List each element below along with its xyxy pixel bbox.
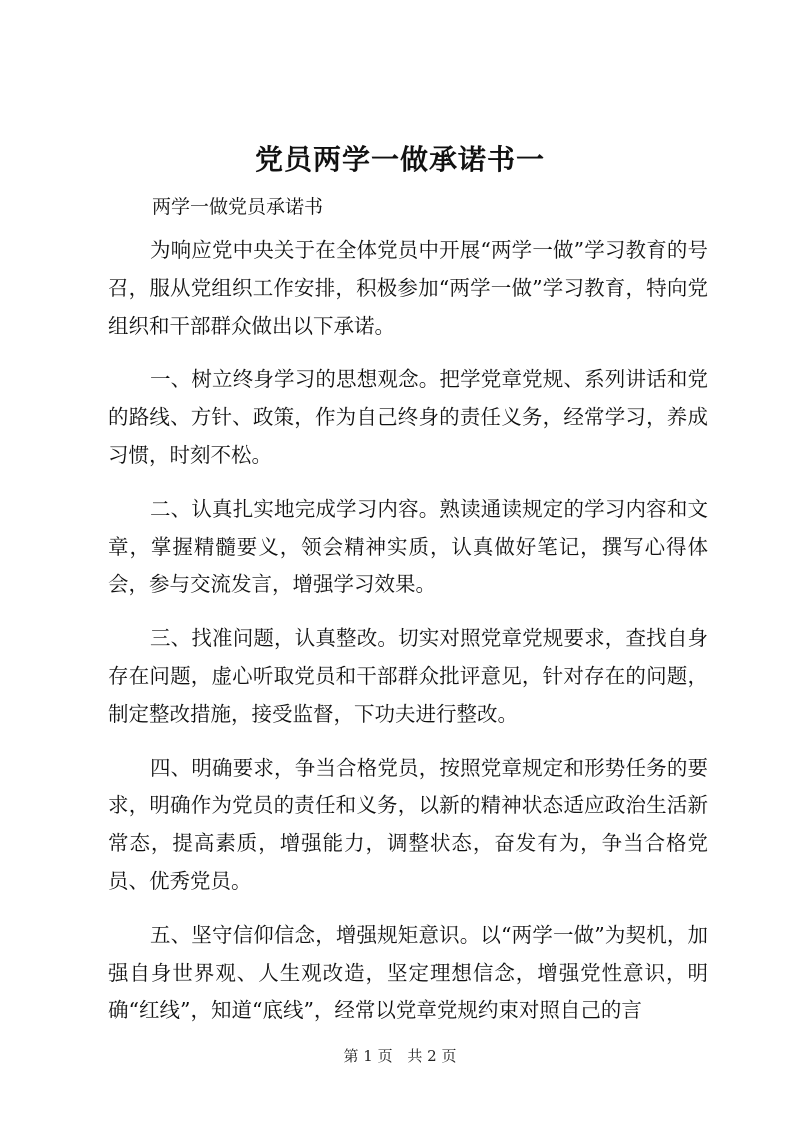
document-subtitle: 两学一做党员承诺书	[152, 196, 324, 218]
page-footer	[0, 1045, 800, 1066]
paragraph-item-5: 五、坚守信仰信念，增强规矩意识。以“两学一做”为契机，加强自身世界观、人生观改造，坚定理想信念，增强党性意识，明确“红线”，知道“底线”，经常以党章党规约束对照自己的言	[108, 922, 708, 1023]
paragraph-intro: 为响应党中央关于在全体党员中开展“两学一做”学习教育的号召，服从党组织工作安排，积极参加“两学一做”学习教育，特向党组织和干部群众做出以下承诺。	[108, 238, 708, 338]
page-number: 第 1 页	[343, 1047, 393, 1065]
page-total: 共 2 页	[407, 1047, 457, 1065]
paragraph-item-3: 三、找准问题，认真整改。切实对照党章党规要求，查找自身存在问题，虚心听取党员和干部群众批评意见，针对存在的问题，制定整改措施，接受监督，下功夫进行整改。	[108, 626, 708, 726]
document-title: 党员两学一做承诺书一	[254, 143, 545, 176]
paragraph-item-4: 四、明确要求，争当合格党员，按照党章规定和形势任务的要求，明确作为党员的责任和义务，以新的精神状态适应政治生活新常态，提高素质，增强能力，调整状态，奋发有为，争当合格党员、优秀党员。	[108, 755, 708, 893]
paragraph-item-2: 二、认真扎实地完成学习内容。熟读通读规定的学习内容和文章，掌握精髓要义，领会精神实质，认真做好笔记，撰写心得体会，参与交流发言，增强学习效果。	[108, 496, 708, 597]
paragraph-item-1: 一、树立终身学习的思想观念。把学党章党规、系列讲话和党的路线、方针、政策，作为自己终身的责任义务，经常学习，养成习惯，时刻不松。	[108, 367, 708, 467]
document-body	[108, 232, 708, 1046]
